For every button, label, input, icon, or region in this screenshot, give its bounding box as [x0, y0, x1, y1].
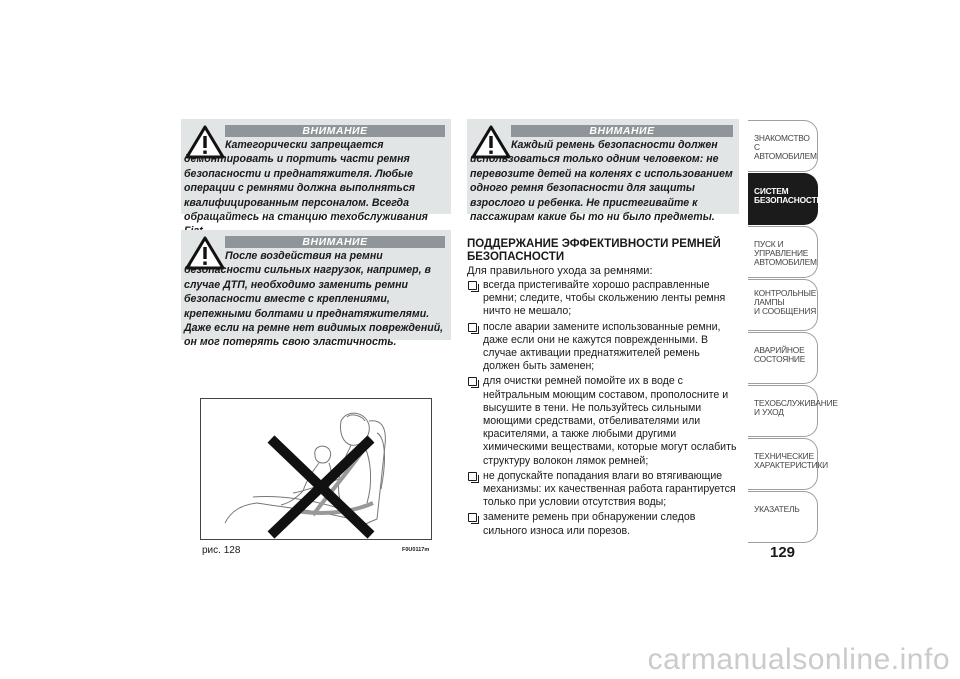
figure-caption: рис. 128 [202, 545, 241, 556]
illustration-adult-child-seatbelt [201, 399, 431, 539]
list-item: всегда пристегивайте хорошо расправленные ремни; следите, чтобы скольжению ленты ремня ничто не мешало; [467, 279, 739, 319]
warning-box-one-person [467, 119, 739, 224]
tab-getting-to-know[interactable]: ЗНАКОМСТВО С АВТОМОБИЛЕМ [748, 120, 818, 172]
tab-starting-driving[interactable]: ПУСК И УПРАВЛЕНИЕ АВТОМОБИЛЕМ [748, 226, 818, 278]
list-item: для очистки ремней помойте их в воде с нейтральным моющим составом, прополосните и высушите в тени. Не пользуйтесь сильными моющими средствами, отбеливателями или красителями, а также любыми другими химическими веществами, которые могут ослабить структуру волокон лямок ремней; [467, 375, 739, 467]
warning-header: ВНИМАНИЕ [225, 125, 445, 137]
tab-safety-systems[interactable]: СИСТЕМ БЕЗОПАСНОСТИ [748, 173, 818, 225]
checkbox-bullet-icon [468, 472, 477, 481]
warning-text: После воздействия на ремни безопасности сильных нагрузок, например, в случае ДТП, необходимо заменить ремни безопасности вместе с креплениями, крепежными болтами и преднатяжителями. Даже если на ремне нет видимых повреждений, он мог потерять свою эластичность. [184, 250, 444, 349]
warning-header: ВНИМАНИЕ [511, 125, 733, 137]
checkbox-bullet-icon [468, 323, 477, 332]
watermark: carmanualsonline.info [647, 643, 950, 676]
checkbox-bullet-icon [468, 281, 477, 290]
tab-warning-lights[interactable]: КОНТРОЛЬНЫЕ ЛАМПЫ И СООБЩЕНИЯ [748, 279, 818, 331]
list-item: не допускайте попадания влаги во втягивающие механизмы: их качественная работа гарантируется только при условии отсутствия воды; [467, 470, 739, 510]
checkbox-bullet-icon [468, 513, 477, 522]
warning-header: ВНИМАНИЕ [225, 236, 445, 248]
warning-box-disassembly [181, 119, 451, 224]
tab-emergency[interactable]: АВАРИЙНОЕ СОСТОЯНИЕ [748, 332, 818, 384]
section-heading: ПОДДЕРЖАНИЕ ЭФФЕКТИВНОСТИ РЕМНЕЙ БЕЗОПАСНОСТИ [467, 238, 721, 263]
tab-maintenance[interactable]: ТЕХОБСЛУЖИВАНИЕ И УХОД [748, 385, 818, 437]
warning-text: Каждый ремень безопасности должен использоваться только одним человеком: не перевозите детей на коленях с использованием одного ремня безопасности для защиты взрослого и ребенка. Не пристегивайте к пассажирам какие бы то ни было предметы. [470, 139, 733, 224]
list-item: замените ремень при обнаружении следов сильного износа или порезов. [467, 511, 739, 537]
warning-text: Категорически запрещается демонтировать и портить части ремня безопасности и преднатяжителя. Любые операции с ремнями должна выполняться квалифицированным персоналом. Всегда обращайтесь на станцию техобслуживания [184, 139, 428, 224]
care-instructions-list [467, 279, 739, 540]
checkbox-bullet-icon [468, 377, 477, 386]
page-number: 129 [770, 544, 796, 561]
figure-child-on-lap [200, 398, 432, 540]
figure-code: F0U0117m [402, 547, 430, 553]
section-intro: Для правильного ухода за ремнями: [467, 265, 653, 277]
list-item: после аварии замените использованные ремни, даже если они не кажутся поврежденными. В случае активации преднатяжителей ремень должен быть заменен; [467, 321, 739, 374]
warning-box-replacement [181, 230, 451, 349]
tab-technical-specs[interactable]: ТЕХНИЧЕСКИЕ ХАРАКТЕРИСТИКИ [748, 438, 818, 490]
tab-index[interactable]: УКАЗАТЕЛЬ [748, 491, 818, 543]
